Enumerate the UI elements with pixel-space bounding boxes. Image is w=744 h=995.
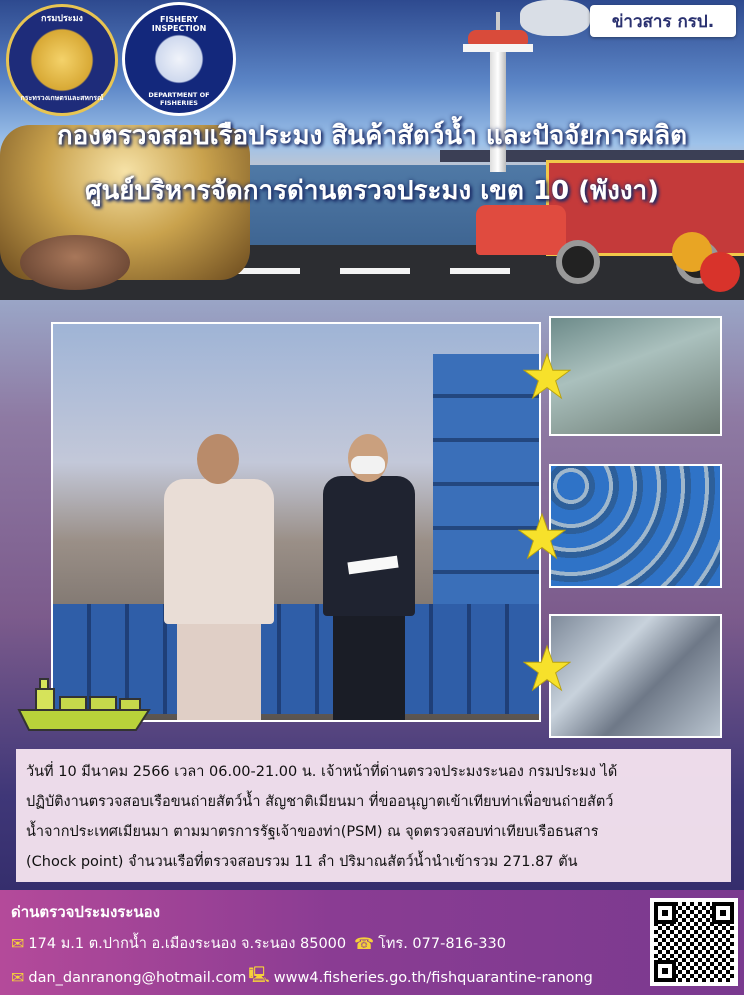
email-link[interactable]: dan_danranong@hotmail.com <box>28 969 247 986</box>
news-body <box>16 749 731 882</box>
footer-contact-line <box>11 964 593 991</box>
crab-image <box>20 235 130 290</box>
star-icon <box>523 352 571 400</box>
page-subtitle: ศูนย์บริหารจัดการด่านตรวจประมง เขต 10 (พังงา) <box>84 176 660 206</box>
body-line: ปฏิบัติงานตรวจสอบเรือขนถ่ายสัตว์น้ำ สัญชาติเมียนมา ที่ขออนุญาตเข้าเทียบท่าเพื่อขนถ่ายสัตว์ <box>26 794 614 810</box>
officer <box>318 434 423 722</box>
news-badge: ข่าวสาร กรป. <box>590 5 736 37</box>
phone-text: โทร. 077-816-330 <box>378 936 506 952</box>
main-photo <box>51 322 541 722</box>
mail-icon: ✉ <box>11 968 25 987</box>
fish-basket-image <box>520 0 590 36</box>
fishery-inspection-logo: FISHERY INSPECTION DEPARTMENT OF FISHERIES <box>122 2 236 116</box>
side-photo-fish-closeup <box>549 614 722 738</box>
footer-address-line <box>11 932 506 955</box>
contact-footer <box>0 890 744 995</box>
body-line: วันที่ 10 มีนาคม 2566 เวลา 06.00-21.00 น. เจ้าหน้าที่ด่านตรวจประมงระนอง กรมประมง ได้ <box>26 764 618 780</box>
computer-icon: 🖳 <box>248 965 270 984</box>
cashew-fruit-image <box>700 252 740 292</box>
header-banner <box>0 0 744 300</box>
page-title: กองตรวจสอบเรือประมง สินค้าสัตว์น้ำ และปัจจัยการผลิต <box>56 121 688 151</box>
envelope-icon: ✉ <box>11 934 25 953</box>
website-link[interactable]: www4.fisheries.go.th/fishquarantine-ranong <box>273 969 593 986</box>
body-line: (Chock point) จำนวนเรือที่ตรวจสอบรวม 11 ลำ ปริมาณสัตว์น้ำนำเข้ารวม 271.87 ตัน <box>26 854 578 870</box>
footer-title: ด่านตรวจประมงระนอง <box>11 903 160 921</box>
star-icon <box>523 644 571 692</box>
star-icon <box>518 512 566 560</box>
department-of-fisheries-logo: กรมประมง กระทรวงเกษตรและสหกรณ์ <box>6 4 118 116</box>
address-text: 174 ม.1 ต.ปากน้ำ อ.เมืองระนอง จ.ระนอง 85000 <box>28 936 347 952</box>
person-left <box>159 434 279 722</box>
side-photo-boat-deck <box>549 316 722 436</box>
qr-code[interactable] <box>650 898 738 986</box>
cargo-ship-icon <box>14 675 154 735</box>
phone-icon: ☎ <box>354 934 375 953</box>
side-photo-fish-barrels <box>549 464 722 588</box>
body-line: น้ำจากประเทศเมียนมา ตามมาตรการรัฐเจ้าของท่า(PSM) ณ จุดตรวจสอบท่าเทียบเรือธนสาร <box>26 824 599 840</box>
road-line <box>340 268 410 274</box>
